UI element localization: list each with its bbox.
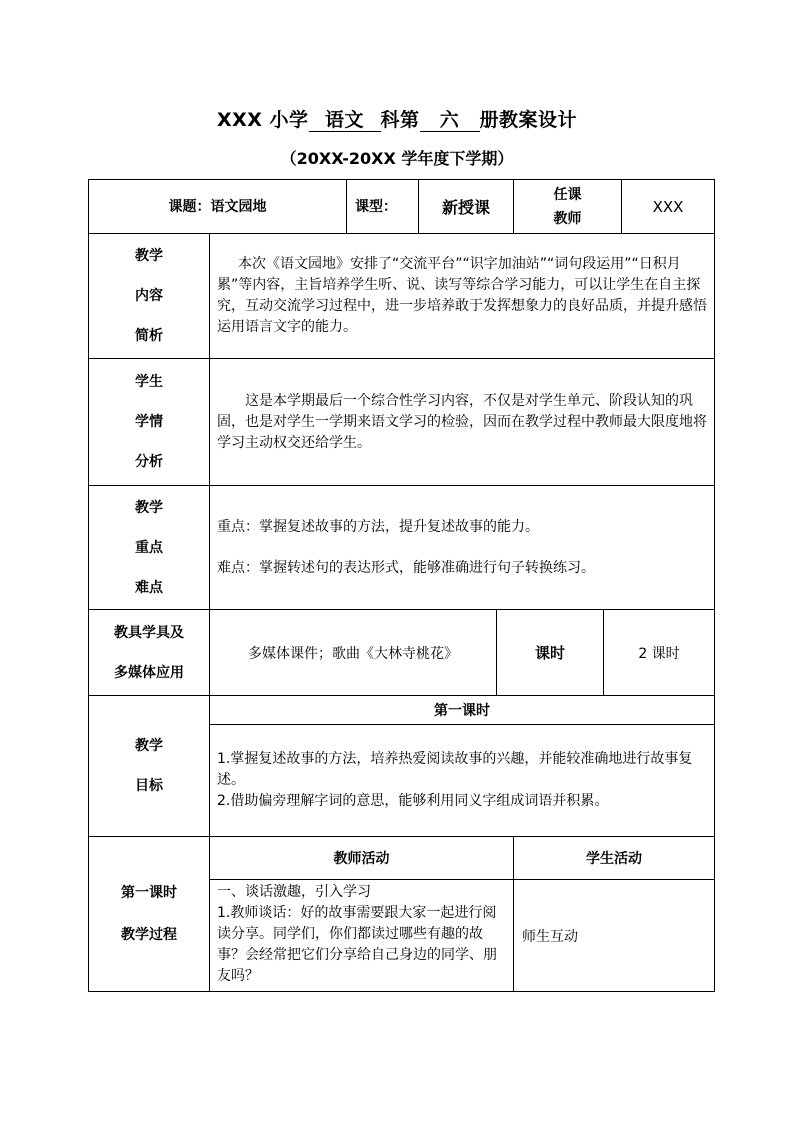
label-line: 教学 (135, 248, 163, 264)
teacher-value: XXX (622, 180, 715, 234)
student-analysis-label (89, 359, 210, 486)
label-line: 重点 (135, 539, 163, 556)
teacher-label-line2: 教师 (553, 210, 582, 227)
label-line: 多媒体应用 (114, 664, 184, 681)
school-name: XXX 小学 (216, 109, 309, 131)
media-label (89, 610, 210, 696)
label-line: 简析 (135, 328, 163, 344)
student-activity-heading: 学生活动 (514, 837, 715, 880)
objectives-text (210, 725, 715, 837)
hours-label: 课时 (497, 610, 604, 696)
process-heading-row (89, 837, 715, 880)
subject-blank: 语文 (309, 109, 381, 132)
content-summary-text: 本次《语文园地》安排了“交流平台”“识字加油站”“词句段运用”“日积月累”等内容，主旨培养学生听、说、读写等综合学习能力，可以让学生在自主探究，互动交流学习过程中，进一步培养敢于发挥想象力的良好品质，并提升感悟运用语言文字的能力。 (210, 234, 715, 359)
term-subtitle: （20XX-20XX 学年度下学期） (280, 149, 514, 168)
student-analysis-text: 这是本学期最后一个综合性学习内容，不仅是对学生单元、阶段认知的巩固，也是对学生一学期来语文学习的检验，因而在教学过程中教师最大限度地将学习主动权交还给学生。 (210, 359, 715, 486)
lesson-heading: 第一课时 (210, 696, 715, 725)
media-row (89, 610, 715, 696)
label-line: 内容 (135, 288, 163, 304)
label-line: 分析 (135, 454, 163, 470)
difficulty-text: 难点：掌握转述句的表达形式，能够准确进行句子转换练习。 (217, 559, 595, 576)
label-line: 教学过程 (121, 927, 177, 943)
label-line: 第一课时 (121, 885, 177, 901)
topic-row (89, 180, 715, 234)
lesson-plan-table (88, 179, 715, 992)
page-title (0, 105, 794, 132)
teacher-step-text: 1.教师谈话：好的故事需要跟大家一起进行阅读分享。同学们，你们都读过哪些有趣的故事？会经常把它们分享给自己身边的同学、朋友吗？ (217, 905, 497, 984)
teacher-label-line1: 任课 (553, 186, 582, 203)
topic-cell: 课题：语文园地 (89, 180, 347, 234)
label-line: 学生 (135, 374, 163, 390)
teacher-step-title: 一、谈话激趣，引入学习 (217, 884, 371, 900)
label-line: 学情 (135, 414, 163, 430)
title-tail: 册教案设计 (479, 109, 578, 131)
focus-text: 重点：掌握复述故事的方法，提升复述故事的能力。 (217, 518, 539, 535)
type-label: 课型： (347, 180, 419, 234)
label-line: 目标 (135, 778, 163, 794)
student-activity-cell: 师生互动 (514, 880, 715, 992)
label-line: 教学 (135, 499, 163, 516)
title-mid: 科第 (380, 109, 420, 131)
objective-item: 2.借助偏旁理解字词的意思，能够利用同义字组成词语并积累。 (217, 793, 609, 809)
student-analysis-row (89, 359, 715, 486)
label-line: 难点 (135, 579, 163, 596)
objective-item: 1.掌握复述故事的方法，培养热爱阅读故事的兴趣，并能较准确地进行故事复述。 (217, 751, 693, 788)
content-summary-label (89, 234, 210, 359)
hours-value: 2 课时 (604, 610, 715, 696)
label-line: 教具学具及 (114, 624, 184, 641)
media-value: 多媒体课件；歌曲《大林寺桃花》 (210, 610, 497, 696)
label-line: 教学 (135, 738, 163, 754)
teacher-label (514, 180, 622, 234)
volume-blank: 六 (420, 109, 480, 132)
process-label (89, 837, 210, 992)
objectives-label (89, 696, 210, 837)
key-points-label (89, 486, 210, 610)
teacher-activity-heading: 教师活动 (210, 837, 514, 880)
type-value: 新授课 (419, 180, 514, 234)
objectives-heading-row (89, 696, 715, 725)
teacher-activity-cell (210, 880, 514, 992)
key-points-row (89, 486, 715, 610)
key-points-text (210, 486, 715, 610)
content-summary-row (89, 234, 715, 359)
